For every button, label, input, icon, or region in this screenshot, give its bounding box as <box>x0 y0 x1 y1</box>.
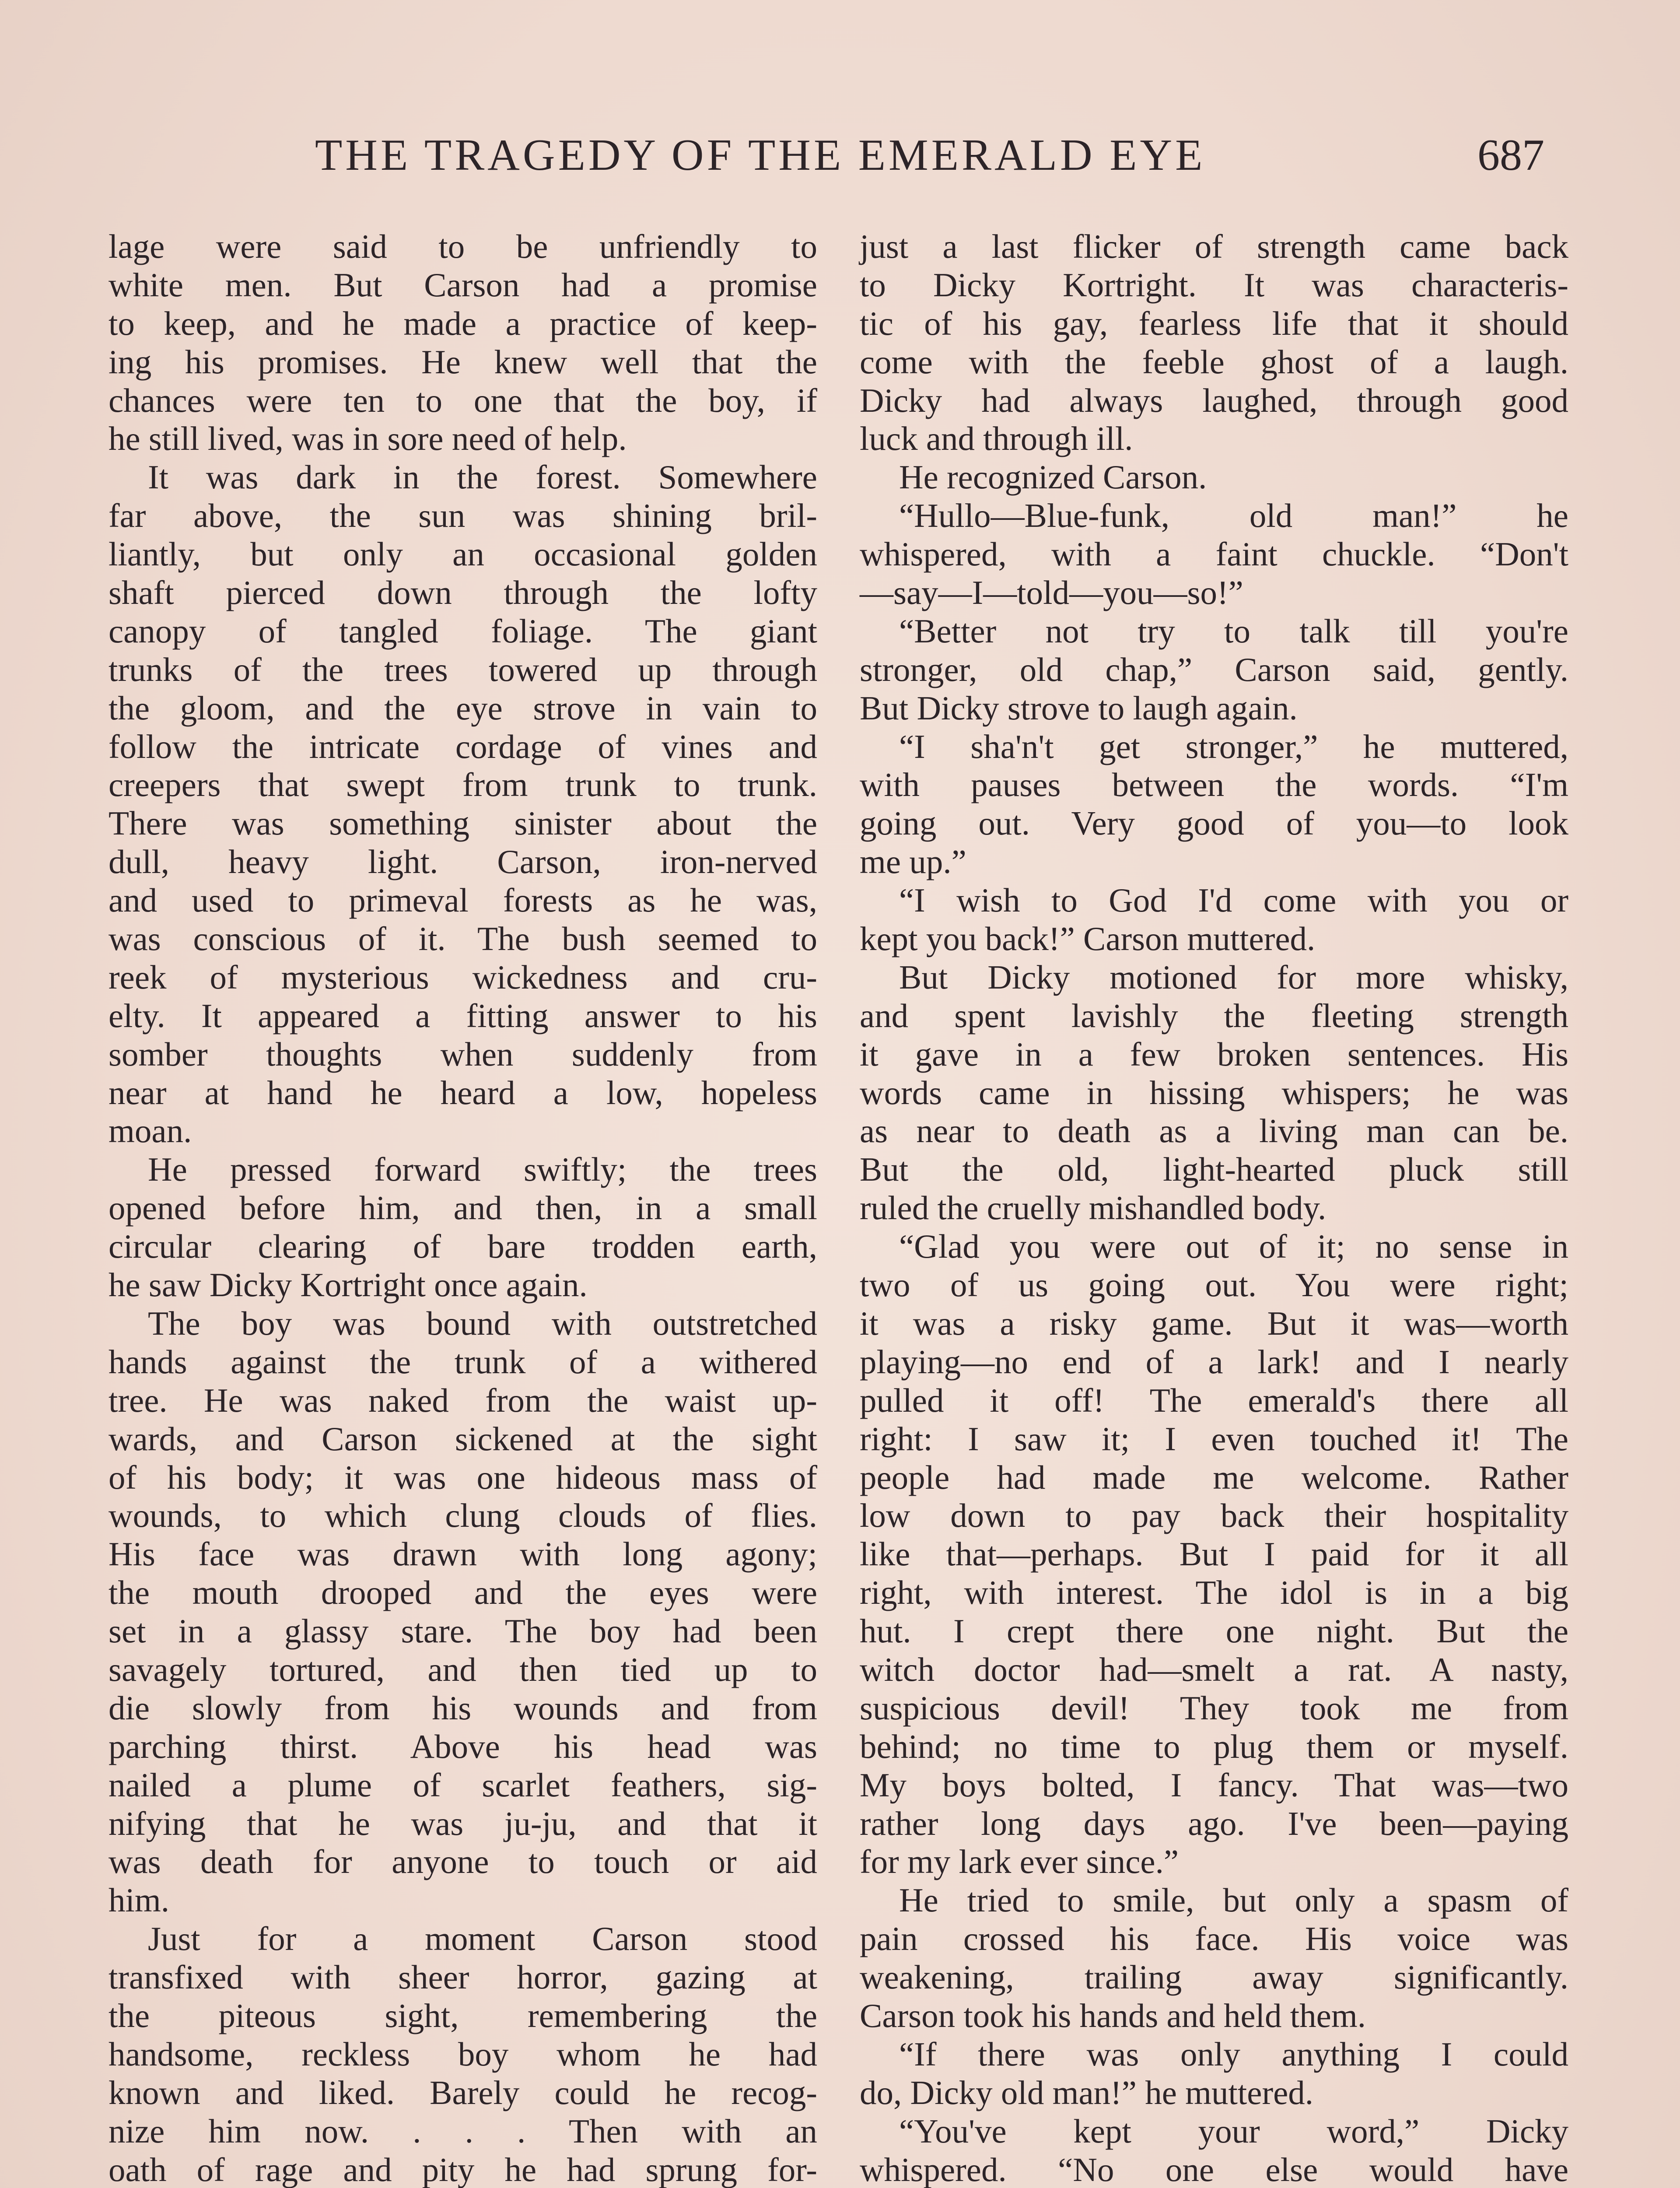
text-line: set in a glassy stare. The boy had been <box>108 1612 817 1650</box>
text-line: right: I saw it; I even touched it! The <box>860 1420 1568 1458</box>
text-line: near at hand he heard a low, hopeless <box>108 1073 817 1112</box>
text-line: dull, heavy light. Carson, iron-nerved <box>108 843 817 881</box>
text-line: moan. <box>108 1112 192 1150</box>
text-line: weakening, trailing away significantly. <box>860 1958 1568 1996</box>
text-line: There was something sinister about the <box>108 804 817 842</box>
text-line: hands against the trunk of a withered <box>108 1343 817 1381</box>
text-line: just a last flicker of strength came back <box>860 228 1568 265</box>
page-number: 687 <box>1477 130 1544 180</box>
text-line: “You've kept your word,” Dicky <box>899 2112 1568 2150</box>
text-line: two of us going out. You were right; <box>860 1266 1568 1304</box>
text-line: going out. Very good of you—to look <box>860 804 1568 842</box>
text-line: He tried to smile, but only a spasm of <box>899 1881 1568 1919</box>
text-line: nize him now. . . . Then with an <box>108 2112 817 2150</box>
text-line: he still lived, was in sore need of help. <box>108 420 627 458</box>
text-line: oath of rage and pity he had sprung for- <box>108 2150 817 2188</box>
text-line: elty. It appeared a fitting answer to his <box>108 996 817 1034</box>
text-line: me up.” <box>860 843 966 881</box>
text-line: handsome, reckless boy whom he had <box>108 2035 817 2073</box>
text-line: far above, the sun was shining bril- <box>108 497 817 535</box>
text-line: with pauses between the words. “I'm <box>860 766 1568 804</box>
text-line: liantly, but only an occasional golden <box>108 535 817 573</box>
text-line: behind; no time to plug them or myself. <box>860 1727 1568 1765</box>
text-line: His face was drawn with long agony; <box>108 1535 817 1573</box>
text-line: known and liked. Barely could he recog- <box>108 2073 817 2111</box>
text-line: canopy of tangled foliage. The giant <box>108 612 817 650</box>
text-line: nifying that he was ju-ju, and that it <box>108 1804 817 1842</box>
text-line: the piteous sight, remembering the <box>108 1996 817 2034</box>
text-line: shaft pierced down through the lofty <box>108 574 817 612</box>
text-line: “I wish to God I'd come with you or <box>899 881 1568 919</box>
text-line: was conscious of it. The bush seemed to <box>108 920 817 958</box>
text-line: of his body; it was one hideous mass of <box>108 1458 817 1496</box>
left-text-column <box>108 228 817 2188</box>
text-line: But Dicky strove to laugh again. <box>860 689 1298 727</box>
text-line: to Dicky Kortright. It was characteris- <box>860 266 1568 304</box>
text-line: “If there was only anything I could <box>899 2035 1568 2073</box>
text-line: the mouth drooped and the eyes were <box>108 1574 817 1612</box>
text-line: as near to death as a living man can be. <box>860 1112 1568 1150</box>
text-line: witch doctor had—smelt a rat. A nasty, <box>860 1650 1568 1688</box>
text-line: it was a risky game. But it was—worth <box>860 1304 1568 1342</box>
text-line: lage were said to be unfriendly to <box>108 228 817 265</box>
text-line: pain crossed his face. His voice was <box>860 1920 1568 1958</box>
text-line: But the old, light-hearted pluck still <box>860 1150 1568 1189</box>
text-line: to keep, and he made a practice of keep- <box>108 304 817 342</box>
text-line: creepers that swept from trunk to trunk. <box>108 766 817 804</box>
text-line: people had made me welcome. Rather <box>860 1458 1568 1496</box>
text-line: savagely tortured, and then tied up to <box>108 1650 817 1688</box>
text-line: ing his promises. He knew well that the <box>108 343 817 381</box>
text-line: die slowly from his wounds and from <box>108 1689 817 1727</box>
text-line: playing—no end of a lark! and I nearly <box>860 1343 1568 1381</box>
text-line: somber thoughts when suddenly from <box>108 1035 817 1073</box>
running-title: THE TRAGEDY OF THE EMERALD EYE <box>315 130 1206 180</box>
text-line: My boys bolted, I fancy. That was—two <box>860 1766 1568 1804</box>
text-line: wards, and Carson sickened at the sight <box>108 1420 817 1458</box>
text-line: But Dicky motioned for more whisky, <box>899 958 1568 996</box>
text-line: stronger, old chap,” Carson said, gently. <box>860 650 1568 688</box>
text-line: and used to primeval forests as he was, <box>108 881 817 919</box>
text-line: words came in hissing whispers; he was <box>860 1073 1568 1112</box>
text-line: tree. He was naked from the waist up- <box>108 1381 817 1419</box>
text-line: parching thirst. Above his head was <box>108 1727 817 1765</box>
text-line: for my lark ever since.” <box>860 1843 1179 1881</box>
text-line: and spent lavishly the fleeting strength <box>860 996 1568 1034</box>
text-line: “Hullo—Blue-funk, old man!” he <box>899 497 1568 535</box>
text-line: white men. But Carson had a promise <box>108 266 817 304</box>
text-line: transfixed with sheer horror, gazing at <box>108 1958 817 1996</box>
text-line: the gloom, and the eye strove in vain to <box>108 689 817 727</box>
text-line: trunks of the trees towered up through <box>108 650 817 688</box>
text-line: Dicky had always laughed, through good <box>860 381 1568 419</box>
text-line: hut. I crept there one night. But the <box>860 1612 1568 1650</box>
text-line: chances were ten to one that the boy, if <box>108 381 817 419</box>
right-text-column <box>860 228 1568 2188</box>
text-line: wounds, to which clung clouds of flies. <box>108 1497 817 1535</box>
text-line: circular clearing of bare trodden earth, <box>108 1227 817 1266</box>
text-line: like that—perhaps. But I paid for it all <box>860 1535 1568 1573</box>
text-line: He recognized Carson. <box>899 458 1207 496</box>
text-line: whispered. “No one else would have <box>860 2150 1568 2188</box>
text-line: opened before him, and then, in a small <box>108 1189 817 1227</box>
text-line: Just for a moment Carson stood <box>148 1920 817 1958</box>
text-line: luck and through ill. <box>860 420 1133 458</box>
text-line: him. <box>108 1881 170 1919</box>
text-line: rather long days ago. I've been—paying <box>860 1804 1568 1842</box>
text-line: right, with interest. The idol is in a big <box>860 1574 1568 1612</box>
text-line: do, Dicky old man!” he muttered. <box>860 2073 1314 2111</box>
text-line: He pressed forward swiftly; the trees <box>148 1150 817 1189</box>
text-line: come with the feeble ghost of a laugh. <box>860 343 1568 381</box>
text-line: The boy was bound with outstretched <box>148 1304 817 1342</box>
text-line: was death for anyone to touch or aid <box>108 1843 817 1881</box>
text-line: “Better not try to talk till you're <box>899 612 1568 650</box>
text-line: suspicious devil! They took me from <box>860 1689 1568 1727</box>
text-line: —say—I—told—you—so!” <box>860 574 1243 612</box>
text-line: It was dark in the forest. Somewhere <box>148 458 817 496</box>
text-line: “I sha'n't get stronger,” he muttered, <box>899 727 1568 765</box>
text-line: “Glad you were out of it; no sense in <box>899 1227 1568 1266</box>
text-line: follow the intricate cordage of vines and <box>108 727 817 765</box>
text-line: Carson took his hands and held them. <box>860 1996 1366 2034</box>
text-line: tic of his gay, fearless life that it should <box>860 304 1568 342</box>
text-line: whispered, with a faint chuckle. “Don't <box>860 535 1568 573</box>
text-line: low down to pay back their hospitality <box>860 1497 1568 1535</box>
text-line: kept you back!” Carson muttered. <box>860 920 1316 958</box>
text-line: nailed a plume of scarlet feathers, sig- <box>108 1766 817 1804</box>
text-line: he saw Dicky Kortright once again. <box>108 1266 588 1304</box>
text-line: it gave in a few broken sentences. His <box>860 1035 1568 1073</box>
text-line: pulled it off! The emerald's there all <box>860 1381 1568 1419</box>
text-line: ruled the cruelly mishandled body. <box>860 1189 1326 1227</box>
text-line: reek of mysterious wickedness and cru- <box>108 958 817 996</box>
